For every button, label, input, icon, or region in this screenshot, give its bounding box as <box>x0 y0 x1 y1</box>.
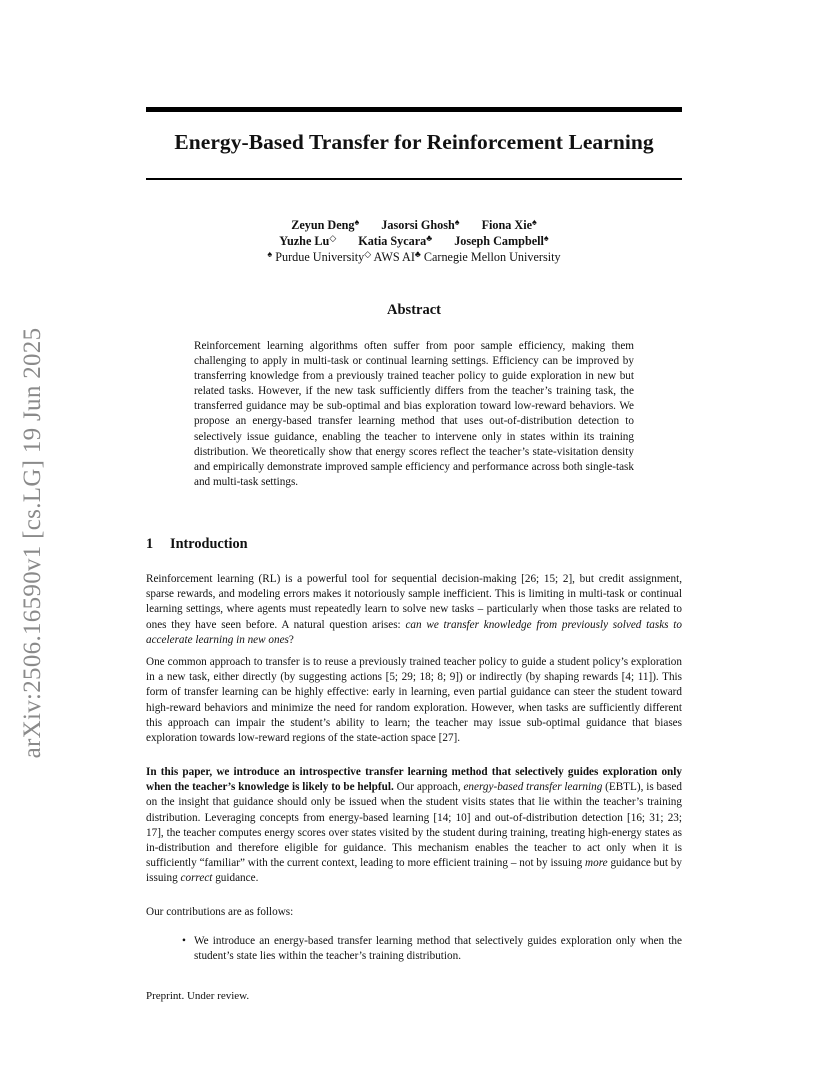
title-top-rule <box>146 107 682 112</box>
affiliation-mark: ◇ <box>364 249 372 259</box>
abstract-heading: Abstract <box>387 302 441 318</box>
affiliation-mark: ♠ <box>354 217 360 227</box>
intro-paragraph-1 <box>146 572 682 648</box>
list-item-text: We introduce an energy-based transfer learning method that selectively guides exploration only when the student’s state lies within the teacher’s training distribution. <box>194 935 682 963</box>
key-claim: In this paper, we introduce an introspective transfer learning method that selectively guides exploration only when the teacher’s knowledge is likely to be helpful. <box>146 766 682 794</box>
paragraph-text: Reinforcement learning (RL) is a powerful tool for sequential decision-making [26; 15; 2], but credit assignment, sparse rewards, and modeling errors makes it notoriously sample inefficient. This is limiting in multi-task or continual learning settings, where agents must repeatedly learn to solve new tasks – particularly when those tasks are related to ones they have seen before. A natural question arises: <box>146 573 682 631</box>
author-name: Joseph Campbell <box>454 234 544 248</box>
authors-line-2 <box>146 233 682 249</box>
footer-note: Preprint. Under review. <box>146 990 250 1002</box>
affiliation-mark: ♠ <box>532 217 537 227</box>
affiliation-mark: ♠ <box>454 217 460 227</box>
arxiv-identifier: arXiv:2506.16590v1 [cs.LG] 19 Jun 2025 <box>19 327 46 759</box>
section-title: Introduction <box>170 536 248 552</box>
author-name: Katia Sycara <box>358 234 427 248</box>
paragraph-text: Our approach, <box>393 781 464 794</box>
affiliation-mark: ♣ <box>426 233 433 243</box>
intro-paragraph-3 <box>146 765 682 887</box>
affiliation-mark: ♣ <box>414 249 421 259</box>
paragraph-text: guidance but by issuing <box>146 857 682 885</box>
paragraph-text: guidance. <box>212 872 259 885</box>
section-heading <box>146 536 248 553</box>
paragraph-text: (EBTL), is based on the insight that guidance should only be issued when the student visits states that lie within the teacher’s training distribution. Leveraging concepts from energy-based learning [14; 10] and out-of-distribution detection [16; 31; 23; 17], the teacher computes energy scores over states visited by the student during training, treating high-energy states as in-distribution and therefore eligible for guidance. This mechanism enables the teacher to act only when it is sufficiently “familiar” with the current context, leading to more efficient training – not by issuing <box>146 781 682 870</box>
intro-paragraph-2: One common approach to transfer is to reuse a previously trained teacher policy to guide a student policy’s exploration in a new task, either directly (by suggesting actions [5; 29; 18; 8; 9]) or indirectly (by shaping rewards [4; 11]). This form of transfer learning can be highly effective: early in learning, even partial guidance can steer the student toward high-reward behaviors and minimize the need for random exploration. However, when tasks are sufficiently different this approach can impair the student’s ability to learn; the teacher may issue sub-optimal guidance that biases exploration towards low-reward regions of the state-action space [27]. <box>146 656 682 745</box>
author-name: Zeyun Deng <box>291 218 355 232</box>
affiliation-mark: ♠ <box>267 249 273 259</box>
author-name: Fiona Xie <box>481 218 533 232</box>
affiliation-name: Purdue University <box>275 250 365 264</box>
author-name: Jasorsi Ghosh <box>381 218 455 232</box>
emphasis: more <box>585 857 608 870</box>
title-bottom-rule <box>146 178 682 180</box>
paper-title: Energy-Based Transfer for Reinforcement Learning <box>174 130 654 154</box>
emphasis: correct <box>180 872 213 885</box>
author-name: Yuzhe Lu <box>279 234 330 248</box>
affiliation-mark: ◇ <box>329 233 337 243</box>
research-question: can we transfer knowledge from previously solved tasks to accelerate learning in new ones <box>146 618 682 646</box>
affiliations <box>146 249 682 265</box>
authors-line-1 <box>146 217 682 233</box>
contributions-list <box>184 934 682 964</box>
paragraph-text: ? <box>288 633 294 646</box>
affiliation-mark: ♠ <box>543 233 549 243</box>
intro-paragraph-4: Our contributions are as follows: <box>146 906 294 918</box>
section-number: 1 <box>146 536 154 552</box>
affiliation-name: AWS AI <box>373 250 415 264</box>
list-item <box>184 934 682 964</box>
affiliation-name: Carnegie Mellon University <box>423 250 561 264</box>
bullet-icon: • <box>182 935 186 947</box>
method-name: energy-based transfer learning <box>463 781 603 794</box>
abstract-text: Reinforcement learning algorithms often suffer from poor sample efficiency, making them challenging to apply in multi-task or continual learning settings. Efficiency can be improved by transferring knowledge from a previously trained teacher policy to guide exploration in new but related tasks. However, if the new task sufficiently differs from the teacher’s training task, the transferred guidance may be sub-optimal and bias exploration toward low-reward behaviors. We propose an energy-based transfer learning method that uses out-of-distribution detection to selectively issue guidance, enabling the teacher to intervene only in states within its training distribution. We theoretically show that energy scores reflect the teacher’s state-visitation density and empirically demonstrate improved sample efficiency and performance across both single-task and multi-task settings. <box>194 340 634 488</box>
